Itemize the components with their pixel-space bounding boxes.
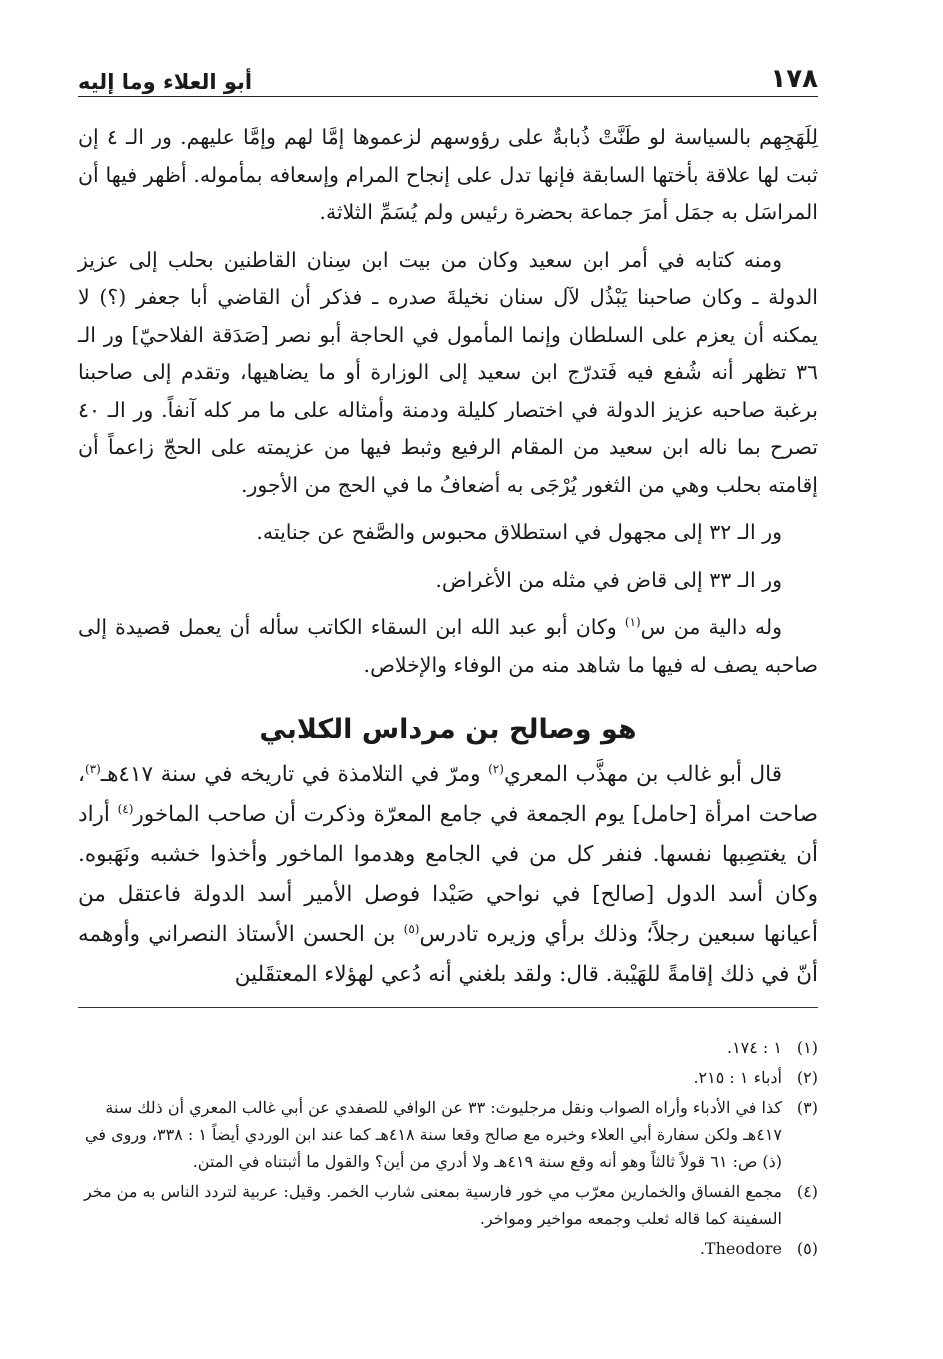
footnote-item	[78, 1235, 818, 1262]
footnote-item	[78, 1064, 818, 1091]
footnote-text: ١ : ١٧٤.	[726, 1038, 782, 1057]
footnotes	[78, 1034, 818, 1262]
book-page	[78, 48, 818, 1265]
footnote-item	[78, 1034, 818, 1061]
section-heading: هو وصالح بن مرداس الكلابي	[259, 714, 637, 745]
footnote-text: كذا في الأدباء وأراه الصواب ونقل مرجليوث: ٣٣ عن الوافي للصفدي عن أبي غالب المعري أن ذلك سنة ٤١٧هـ ولكن سفارة أبي العلاء وخبره مع صالح وقعا سنة ٤١٨هـ كما عند ابن الوردي أيضاً ١ : ٣٣٨، وروى في (ذ) ص: ٦١ قولاً ثالثاً وهو أنه وقع سنة ٤١٩هـ ولا أدري من أين؟ والقول ما أثبتناه في المتن.	[85, 1098, 782, 1171]
page-number: ١٧٨	[770, 64, 818, 94]
daliya-text-b: وكان أبو عبد الله ابن السقاء الكاتب سأله أن يعمل قصيدة إلى صاحبه يصف له فيها ما شاهد منه من الوفاء والإخلاص.	[78, 615, 818, 677]
footnote-item	[78, 1178, 818, 1232]
footnote-number: (٤)	[796, 1182, 818, 1201]
paragraph-letter-33: ور الـ ٣٣ إلى قاض في مثله من الأغراض.	[435, 567, 782, 592]
footnote-ref-2: (٢)	[488, 761, 504, 776]
abu-ghalib-text-a: قال أبو غالب بن مهذَّب المعري	[503, 762, 782, 787]
footnote-ref-4: (٤)	[117, 801, 134, 816]
paragraph-daliya	[78, 609, 818, 684]
footnote-number: (٣)	[796, 1098, 818, 1117]
footnote-number: (٢)	[796, 1068, 818, 1087]
abu-ghalib-text-b: ومرّ في التلامذة في تاريخه في سنة ٤١٧هـ	[100, 762, 489, 787]
body-text	[78, 119, 818, 995]
running-head	[78, 48, 818, 97]
abu-ghalib-text-c: ، صاحت امرأة [حامل] يوم الجمعة في جامع المعرّة وذكرت أن صاحب الماخور	[78, 762, 818, 827]
paragraph-ibn-said: ومنه كتابه في أمر ابن سعيد وكان من بيت ابن سِنان القاطنين بحلب إلى عزيز الدولة ـ وكان صاحبنا يَبْذُل لآل سنان نخيلةَ صدره ـ فذكر أن القاضي أبا جعفر (؟) لا يمكنه أن يعزم على السلطان وإنما المأمول في الحاجة أبو نصر [صَدَقة الفلاحيّ] ور الـ ٣٦ تظهر أنه شُفع فيه فَتدرّج ابن سعيد إلى الوزارة أو ما يضاهيها، وتقدم إلى صاحبنا برغبة صاحبه عزيز الدولة في اختصار كليلة ودمنة وأمثاله على ما مر كله آنفاً. ور الـ ٤٠ تصرح بما ناله ابن سعيد من المقام الرفيع وثبط فيها من عزيمته على الحجّ زاعماً أن إقامته بحلب وهي من الثغور يُرْجَى به أضعافُ ما في الحج من الأجور.	[78, 247, 818, 497]
footnote-number: (٥)	[796, 1239, 818, 1258]
footnote-divider	[78, 1007, 818, 1008]
abu-ghalib-text-d: أراد أن يغتصِبها نفسها. فنفر كل من في الجامع وهدموا الماخور وأخذوا خشبه ونَهَبوه. وكان أسد الدول [صالح] في نواحي صَيْدا فوصل الأمير أسد الدولة فاعتقل من أعيانها سبعين رجلاً؛ وذلك برأي وزيره تادرس	[78, 802, 818, 947]
footnote-text: أدباء ١ : ٢١٥.	[693, 1068, 782, 1087]
footnote-ref-3: (٣)	[84, 761, 101, 776]
footnote-number: (١)	[796, 1038, 818, 1057]
footnote-ref-5: (٥)	[403, 921, 420, 936]
footnote-ref-1: (١)	[624, 615, 641, 630]
footnote-text: مجمع الفساق والخمارين معرّب مي خور فارسية بمعنى شارب الخمر. وقيل: عربية لتردد الناس به من مخر السفينة كما قاله ثعلب وجمعه مواخير ومواخر.	[83, 1182, 782, 1228]
daliya-text-a: وله دالية من س	[640, 615, 782, 639]
paragraph-continuation: لِلَهَجِهم بالسياسة لو طَنَّتْ ذُبابةٌ على رؤوسهم لزعموها إمَّا لهم وإمَّا عليهم. ور الـ ٤ إن ثبت لها علاقة بأختها السابقة فإنها تدل على إنجاح المرام وإسعافه بمأموله. أظهر فيها أن المراسَل به جمَل أمرَ جماعة بحضرة رئيس ولم يُسَمِّ الثلاثة.	[78, 125, 818, 224]
footnote-text: Theodore.	[699, 1239, 782, 1258]
abu-ghalib-text-e: بن الحسن الأستاذ النصراني وأوهمه أنّ في ذلك إقامةً للهَيْبة. قال: ولقد بلغني أنه دُعي لهؤلاء المعتقَلين	[78, 922, 818, 987]
paragraph-abu-ghalib	[78, 755, 818, 995]
footnote-item	[78, 1094, 818, 1175]
paragraph-letter-32: ور الـ ٣٢ إلى مجهول في استطلاق محبوس والصَّفح عن جنايته.	[256, 520, 782, 544]
section-body	[78, 755, 818, 995]
running-title: أبو العلاء وما إليه	[78, 70, 253, 94]
